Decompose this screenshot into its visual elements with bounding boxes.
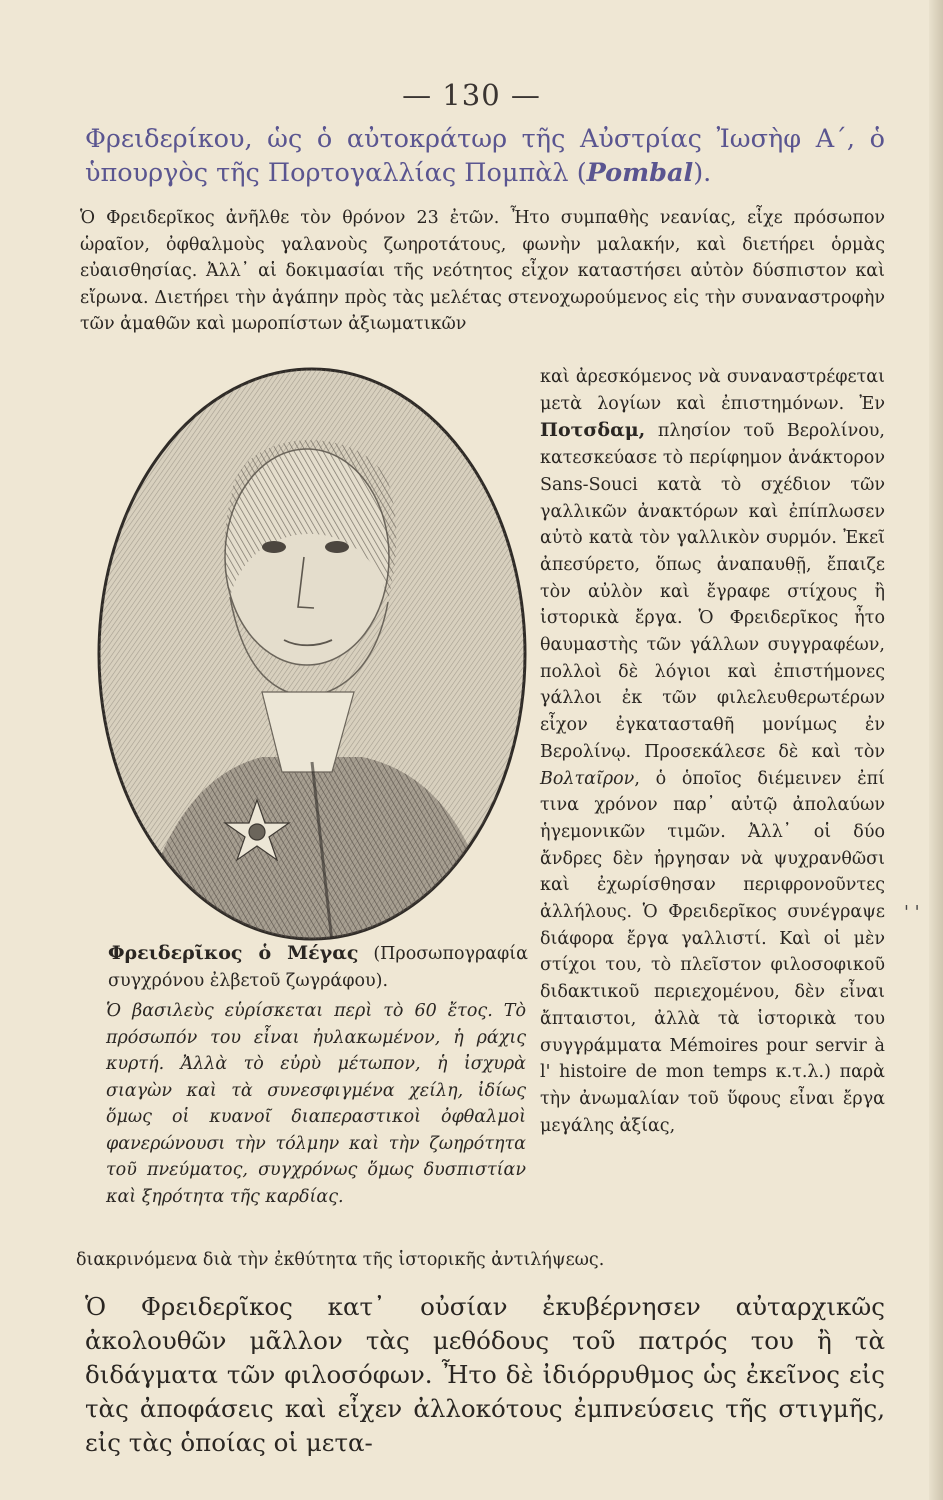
portrait-engraving-icon	[92, 362, 532, 942]
portrait-caption-body: Ὁ βασιλεὺς εὑρίσκεται περὶ τὸ 60 ἔτος. Τὸ πρόσωπόν του εἶναι ἠυλακωμένον, ἡ ράχις κυρτή. Ἀλλὰ τὸ εὐρὺ μέτωπον, ἡ ἰσχυρὰ σιαγὼν καὶ τὰ συνεσφιγμένα χείλη, ἰδίως ὅμως οἱ κυανοῖ διαπεραστικοὶ ὀφθαλμοὶ φανερώνουσι τὴν τόλμην καὶ τὴν ζωηρότητα τοῦ πνεύματος, συγχρόνως ὅμως δυσπιστίαν καὶ ξηρότητα τῆς καρδίας.	[106, 1001, 526, 1207]
page-edge	[929, 0, 943, 1500]
right-col-part-1: καὶ ἀρεσκόμενος νὰ συναναστρέφεται μετὰ λογίων καὶ ἐπιστημόνων. Ἐν	[540, 367, 885, 414]
lead-latin: Pombal	[586, 158, 694, 188]
caption-rest: (Προσωπογραφία συγχρόνου ἐλβετοῦ ζωγράφου).	[108, 944, 528, 991]
right-column-text	[540, 364, 885, 1139]
caption-name: Φρειδερῖκος ὁ Μέγας	[108, 942, 359, 964]
final-paragraph: Ὁ Φρειδερῖκος κατ᾽ οὐσίαν ἐκυβέρνησεν αὐταρχικῶς ἀκολουθῶν μᾶλλον τὰς μεθόδους τοῦ πατρός του ἢ τὰ διδάγματα τῶν φιλοσόφων. Ἦτο δὲ ἰδιόρρυθμος ὡς ἐκεῖνος εἰς τὰς ἀποφάσεις καὶ εἶχεν ἀλλοκότους ἐμπνεύσεις τῆς στιγμῆς, εἰς τὰς ὁποίας οἱ μετα-	[85, 1292, 885, 1457]
place-name-potsdam: Ποτσδαμ,	[540, 419, 646, 442]
intro-paragraph: Ὁ Φρειδερῖκος ἀνῆλθε τὸν θρόνον 23 ἐτῶν. Ἦτο συμπαθὴς νεανίας, εἶχε πρόσωπον ὡραῖον, ὀφθαλμοὺς γαλανοὺς ζωηροτάτους, φωνὴν μαλακήν, καὶ διετήρει ὁρμὰς εὐαισθησίας. Ἀλλ᾽ αἱ δοκιμασίαι τῆς νεότητος εἶχον καταστήσει αὐτὸν δύσπιστον καὶ εἴρωνα. Διετήρει τὴν ἀγάπην πρὸς τὰς μελέτας στενοχωρούμενος εἰς τὴν συναναστροφὴν τῶν ἀμαθῶν καὶ μωροπίστων ἀξιωματικῶν	[80, 208, 885, 334]
portrait-caption-title	[108, 940, 528, 995]
lead-text: Φρειδερίκου, ὡς ὁ αὐτοκράτωρ τῆς Αὐστρίας Ἰωσὴφ Α΄, ὁ ὑπουργὸς τῆς Πορτογαλλίας Πομπὰλ (	[85, 124, 885, 188]
portrait-figure	[92, 362, 532, 942]
name-voltaire: Βολταῖρον	[540, 768, 635, 789]
right-col-part-2: πλησίον τοῦ Βερολίνου, κατεσκεύασε τὸ περίφημον ἀνάκτορον Sans-Souci κατὰ τὸ σχέδιον τῶν γαλλικῶν ἀνακτόρων καὶ ἐπίπλωσεν αὐτὸ κατὰ τὸν γαλλικὸν συρμόν. Ἐκεῖ ἀπεσύρετο, ὅπως ἀναπαυθῇ, ἔπαιζε τὸν αὐλὸν καὶ ἔγραφε στίχους ἢ ἱστορικὰ ἔργα. Ὁ Φρειδερῖκος ἦτο θαυμαστὴς τῶν γάλλων συγγραφέων, πολλοὶ δὲ λόγιοι καὶ ἐπιστήμονες γάλλοι ἐκ τῶν φιλελευθερωτέρων εἶχον ἐγκατασταθῆ μονίμως ἐν Βερολίνῳ. Προσεκάλεσε δὲ καὶ τὸν	[540, 421, 885, 762]
lead-end: ).	[693, 158, 712, 188]
margin-mark: ' '	[904, 902, 920, 923]
right-col-part-3: , ὁ ὁποῖος διέμεινεν ἐπί τινα χρόνον παρ᾽ αὐτῷ ἀπολαύων ἡγεμονικῶν τιμῶν. Ἀλλ᾽ οἱ δύο ἄνδρες δὲν ἠργησαν νὰ ψυχρανθῶσι καὶ ἐχωρίσθησαν περιφρονοῦντες ἀλλήλους. Ὁ Φρειδερῖκος συνέγραψε διάφορα ἔργα γαλλιστί. Καὶ οἱ μὲν στίχοι του, τὸ πλεῖστον φιλοσοφικοῦ διδακτικοῦ περιεχομένου, δὲν εἶναι ἄπταιστοι, ἀλλὰ τὰ ἱστορικὰ του συγγράμματα Mémoires pour servir à l' histoire de mon temps κ.τ.λ.) παρὰ τὴν ἀνωμαλίαν τοῦ ὕφους εἶναι ἔργα μεγάλης ἀξίας,	[540, 768, 885, 1136]
continuation-line: διακρινόμενα διὰ τὴν ἐκθύτητα τῆς ἱστορικῆς ἀντιλήψεως.	[76, 1250, 605, 1270]
page-number: — 130 —	[402, 78, 541, 112]
lead-paragraph	[85, 122, 885, 190]
